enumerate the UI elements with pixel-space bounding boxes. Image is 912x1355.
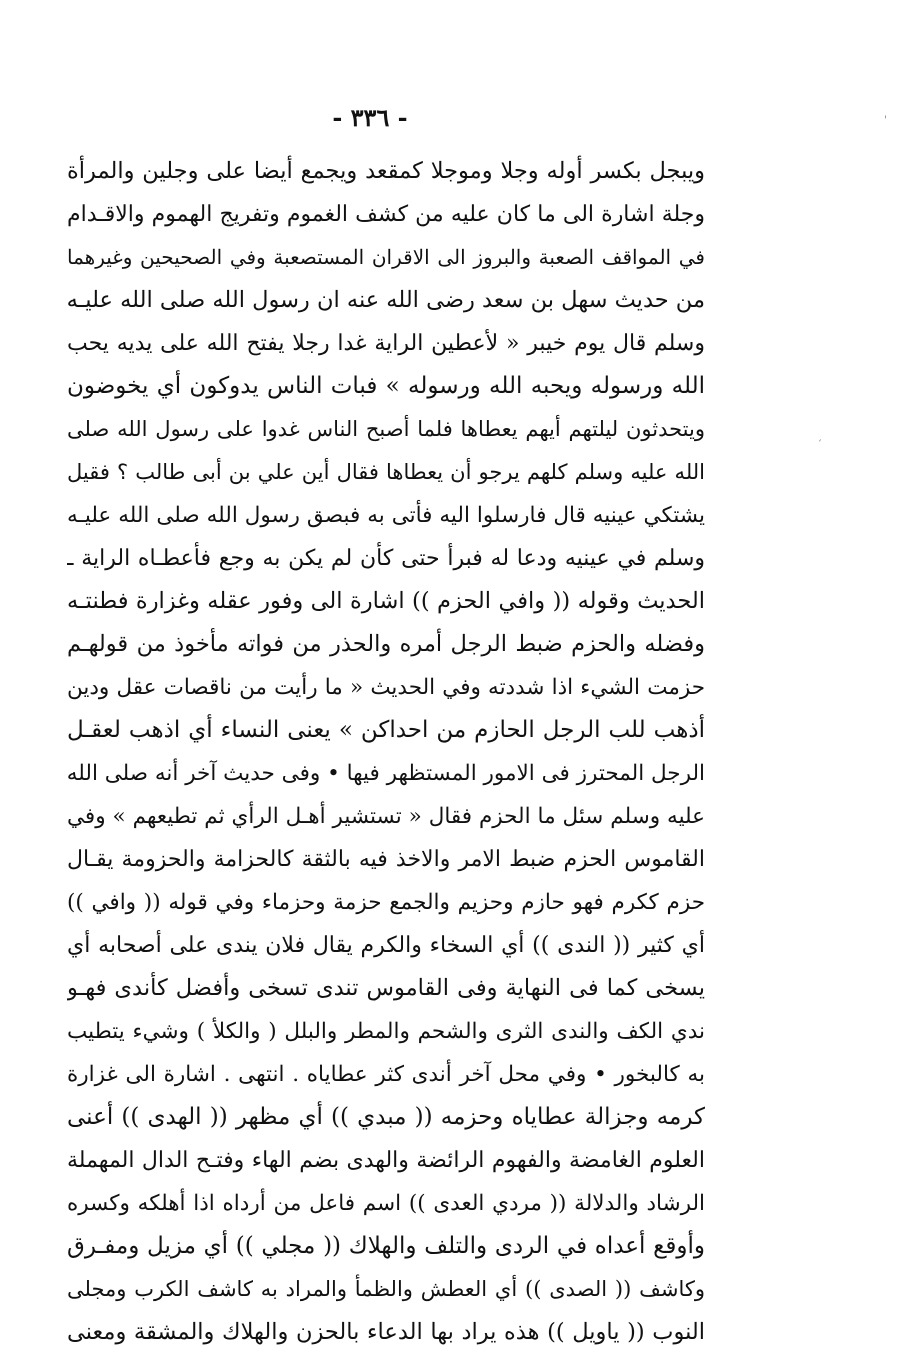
ink-speck: ': [884, 115, 887, 126]
text-line: وكاشف (( الصدى )) أي العطش والظمأ والمراد به كاشف الكرب ومجلى: [67, 1277, 705, 1301]
text-line: أي كثير (( الندى )) أي السخاء والكرم يقال فلان يندى على أصحابه أي: [67, 933, 705, 958]
text-line: الرجل المحترز فى الامور المستظهر فيها • وفى حديث آخر أنه صلى الله: [67, 761, 705, 786]
ink-speck: ´: [817, 440, 822, 451]
text-line: الرشاد والدلالة (( مردي العدى )) اسم فاعل من أرداه اذا أهلكه وكسره: [67, 1191, 705, 1216]
text-line: أذهب للب الرجل الحازم من احداكن » يعنى النساء أي اذهب لعقـل: [67, 717, 705, 743]
text-line: وسلم في عينيه ودعا له فبرأ حتى كأن لم يكن به وجع فأعطـاه الراية ـ: [67, 546, 705, 571]
page-number: - ٣٣٦ -: [332, 103, 408, 132]
text-line: القاموس الحزم ضبط الامر والاخذ فيه بالثقة كالحزامة والحزومة يقـال: [67, 847, 705, 872]
text-line: الله ورسوله ويحبه الله ورسوله » فبات الناس يدوكون أي يخوضون: [67, 373, 705, 399]
text-line: العلوم الغامضة والفهوم الرائضة والهدى بضم الهاء وفتـح الدال المهملة: [67, 1148, 705, 1173]
text-line: حزم ككرم فهو حازم وحزيم والجمع حزمة وحزماء وفي قوله (( وافي )): [67, 890, 705, 915]
text-line: الله عليه وسلم كلهم يرجو أن يعطاها فقال أين علي بن أبى طالب ؟ فقيل: [67, 460, 705, 484]
text-line: به كالبخور • وفي محل آخر أندى كثر عطاياه . انتهى . اشارة الى غزارة: [67, 1062, 705, 1087]
text-line: حزمت الشيء اذا شددته وفي الحديث « ما رأيت من ناقصات عقل ودين: [67, 675, 705, 700]
text-line: ويبجل بكسر أوله وجلا وموجلا كمقعد ويجمع أيضا على وجلين والمرأة: [67, 158, 705, 184]
text-line: عليه وسلم سئل ما الحزم فقال « تستشير أهـل الرأي ثم تطيعهم » وفي: [67, 804, 705, 829]
text-line: وسلم قال يوم خيبر « لأعطين الراية غدا رجلا يفتح الله على يديه يحب: [67, 331, 705, 356]
text-line: النوب (( ياويل )) هذه يراد بها الدعاء بالحزن والهلاك والمشقة ومعنى: [67, 1319, 705, 1345]
text-line: يسخى كما فى النهاية وفى القاموس تندى تسخى وأفضل كأندى فهـو: [67, 975, 705, 1001]
text-line: يشتكي عينيه قال فارسلوا اليه فأتى به فبصق رسول الله صلى الله عليـه: [67, 503, 705, 528]
text-line: ندي الكف والندى الثرى والشحم والمطر والبلل ( والكلأ ) وشيء يتطيب: [67, 1019, 705, 1044]
text-line: وجلة اشارة الى ما كان عليه من كشف الغموم وتفريج الهموم والاقـدام: [67, 202, 705, 227]
text-line: وأوقع أعداه في الردى والتلف والهلاك (( مجلي )) أي مزيل ومفـرق: [67, 1233, 705, 1259]
text-line: الحديث وقوله (( وافي الحزم )) اشارة الى وفور عقله وغزارة فطنتـه: [67, 588, 705, 614]
text-line: وفضله والحزم ضبط الرجل أمره والحذر من فواته مأخوذ من قولهـم: [67, 631, 705, 657]
text-line: من حديث سهل بن سعد رضى الله عنه ان رسول الله صلى الله عليـه: [67, 287, 705, 313]
text-line: في المواقف الصعبة والبروز الى الاقران المستصعبة وفي الصحيحين وغيرهما: [67, 245, 705, 269]
text-line: ويتحدثون ليلتهم أيهم يعطاها فلما أصبح الناس غدوا على رسول الله صلى: [67, 417, 705, 441]
body-text: [67, 150, 705, 1354]
text-line: كرمه وجزالة عطاياه وحزمه (( مبدي )) أي مظهر (( الهدى )) أعنى: [67, 1104, 705, 1130]
